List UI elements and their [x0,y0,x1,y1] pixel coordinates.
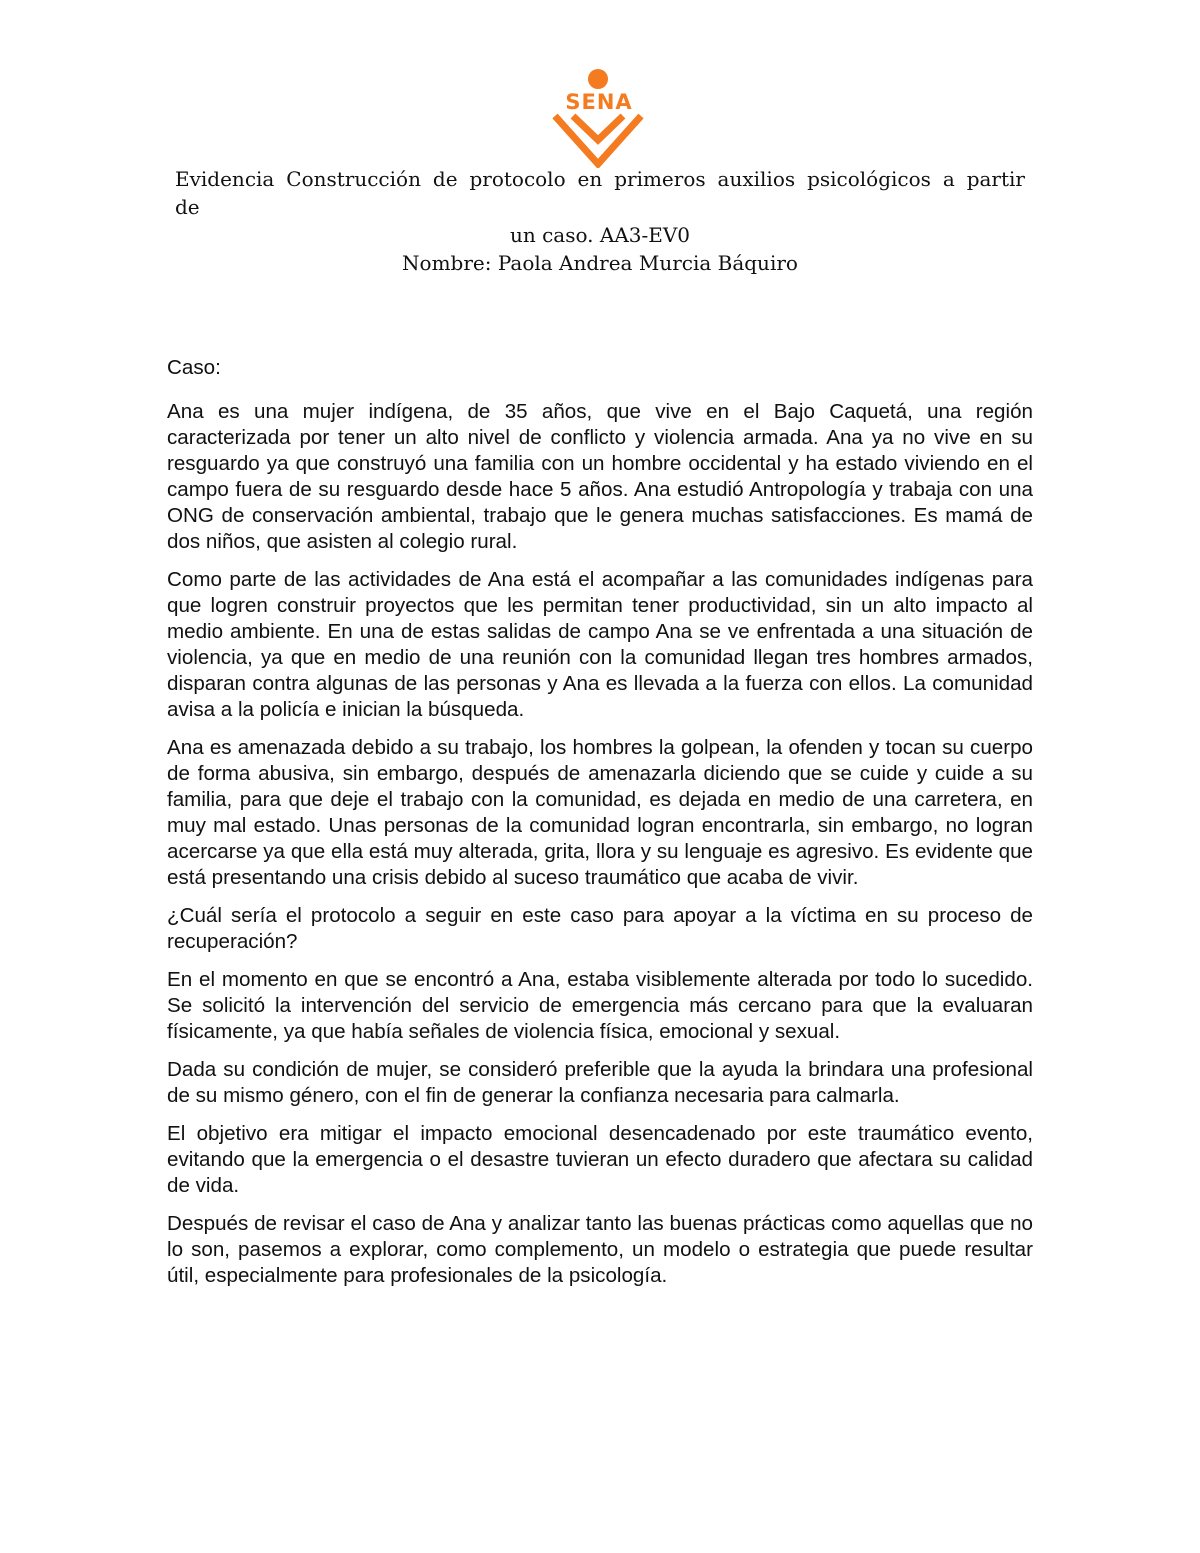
paragraph-response: En el momento en que se encontró a Ana, estaba visiblemente alterada por todo lo sucedido. Se solicitó la intervención del servicio de emergencia más cercano para que la evaluaran físicamente, ya que había señales de violencia física, emocional y sexual. [167,968,1033,1043]
paragraph-objective: El objetivo era mitigar el impacto emocional desencadenado por este traumático evento, evitando que la emergencia o el desastre tuvieran un efecto duradero que afectara su calidad de vida. [167,1122,1033,1197]
document-title [175,165,1025,277]
title-line-1: Evidencia Construcción de protocolo en primeros auxilios psicológicos a partir de [175,167,1025,219]
case-label: Caso: [167,356,221,379]
paragraph-question: ¿Cuál sería el protocolo a seguir en este caso para apoyar a la víctima en su proceso de recuperación? [167,904,1033,953]
paragraph-activities: Como parte de las actividades de Ana está el acompañar a las comunidades indígenas para que logren construir proyectos que les permitan tener productividad, sin un alto impacto al medio ambiente. En una de estas salidas de campo Ana se ve enfrentada a una situación de violencia, ya que en medio de una reunión con la comunidad llegan tres hombres armados, disparan contra algunas de las personas y Ana es llevada a la fuerza con ellos. La comunidad avisa a la policía e inician la búsqueda. [167,568,1033,721]
sena-logo-icon [551,68,647,168]
paragraph-conclusion: Después de revisar el caso de Ana y analizar tanto las buenas prácticas como aquellas que no lo son, pasemos a explorar, como complemento, un modelo o estrategia que puede resultar útil, especialmente para profesionales de la psicología. [167,1212,1033,1287]
paragraph-gender: Dada su condición de mujer, se consideró preferible que la ayuda la brindara una profesional de su mismo género, con el fin de generar la confianza necesaria para calmarla. [167,1058,1033,1107]
title-line-2: un caso. AA3-EV0 [509,223,691,247]
paragraph-threat: Ana es amenazada debido a su trabajo, los hombres la golpean, la ofenden y tocan su cuerpo de forma abusiva, sin embargo, después de amenazarla diciendo que se cuide y cuide a su familia, para que deje el trabajo con la comunidad, es dejada en medio de una carretera, en muy mal estado. Unas personas de la comunidad logran encontrarla, sin embargo, no logran acercarse ya que ella está muy alterada, grita, llora y su lenguaje es agresivo. Es evidente que está presentando una crisis debido al suceso traumático que acaba de vivir. [167,736,1033,889]
document-body [167,355,1033,1301]
author-name: Nombre: Paola Andrea Murcia Báquiro [402,251,798,275]
sena-logo [551,68,647,168]
paragraph-case-intro: Ana es una mujer indígena, de 35 años, que vive en el Bajo Caquetá, una región caracterizada por tener un alto nivel de conflicto y violencia armada. Ana ya no vive en su resguardo ya que construyó una familia con un hombre occidental y ha estado viviendo en el campo fuera de su resguardo desde hace 5 años. Ana estudió Antropología y trabaja con una ONG de conservación ambiental, trabajo que le genera muchas satisfacciones. Es mamá de dos niños, que asisten al colegio rural. [167,400,1033,553]
logo-wordmark: SENA [565,90,633,114]
